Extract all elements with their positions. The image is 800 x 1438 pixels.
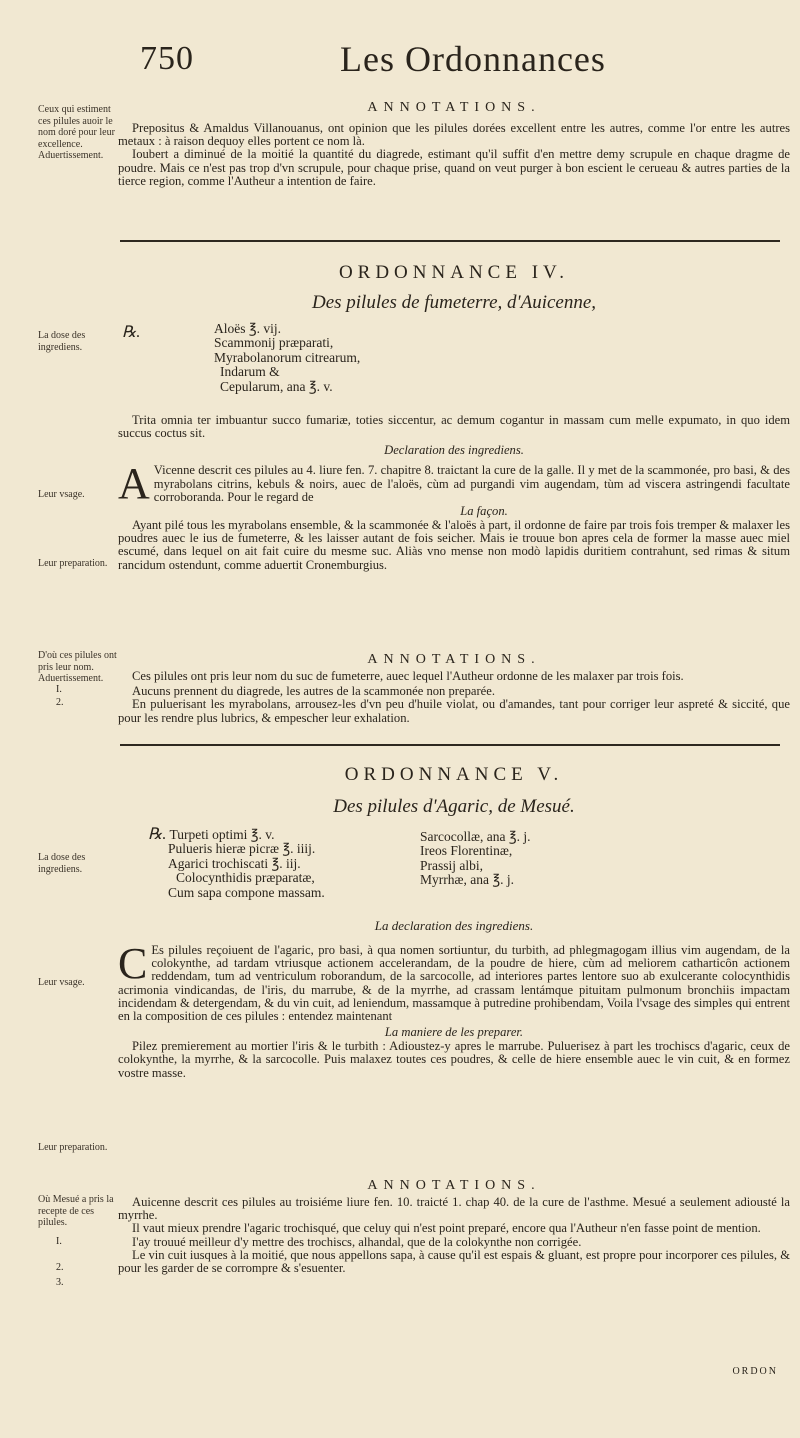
running-title: Les Ordonnances [340,39,606,79]
margin-number: 3. [56,1277,64,1288]
latin-formula: Trita omnia ter imbuantur succo fumariæ, toties siccentur, ac demum cogantur in massam cum melle expumato, in quo idem succus coctus sit. [118,413,790,441]
paragraph: Ioubert a diminué de la moitié la quantité du diagrede, estimant qu'il suffit d'en mettre demy scrupule en chaque dragme de poudre. Mais ce n'est pas trop d'vn scrupule, pour chaque prise, quand on veut purger à bon escient le cerueau & autres parties de la tierce region, comme l'Autheur a intention de faire. [118,147,790,188]
page-header [140,40,780,80]
ordonnance-5 [118,764,790,1080]
paragraph: I'ay trouué meilleur d'y mettre des trochiscs, alhandal, que de la colokynthe non corrigée. [132,1234,582,1249]
ordonnance-title: ORDONNANCE IV. [338,262,570,283]
ingredient-text: Turpeti optimi ℥. v. [169,827,275,842]
facon-heading: La façon. [460,504,508,519]
divider-rule [120,240,780,242]
declaration-heading: Declaration des ingrediens. [384,443,524,458]
section-heading: ANNOTATIONS. [367,100,541,115]
margin-note-text: Aduertissement. [38,673,104,684]
paragraph: Auicenne descrit ces pilules au troisiéme liure fen. 10. traicté 1. chap 40. de la cure de l'asthme. Mesué a seulement adiousté la myrrhe. [118,1195,790,1223]
margin-note-text: D'où ces pilules ont pris leur nom. [38,650,117,673]
ingredient [148,828,325,842]
margin-number: 2. [56,697,64,708]
ingredient: Ireos Florentinæ, [420,843,513,859]
margin-note-dose: La dose des ingrediens. [38,852,86,875]
preparation-heading: La maniere de les preparer. [384,1025,524,1040]
margin-note-usage: Leur vsage. [38,977,85,988]
catchword: ORDON [732,1366,778,1377]
drop-cap: A [118,459,150,509]
annotations-section-1 [118,100,790,188]
margin-note-name [38,650,120,685]
recipe-symbol: ℞. [122,324,141,341]
ingredient: Prassij albi, [420,857,483,873]
ingredient: Indarum & [220,364,280,380]
preparation-text: Pilez premierement au mortier l'iris & le turbith : Adioustez-y apres le marrube. Puluerisez à part les trochiscs d'agaric, ceux de colokynthe, la myrrhe, & la sarcocolle. Puis malaxez toutes ces poudres, & celle de hiere ensemble auec le vin cuit, & en formez vostre masse. [118,1039,790,1080]
margin-note-usage: Leur vsage. [38,489,85,500]
ingredient: Sarcocollæ, ana ℥. j. [420,829,531,844]
margin-note-name-origin [38,104,120,162]
declaration-body: Es pilules reçoiuent de l'agaric, pro basi, à qua nomen sortiuntur, du turbith, ad phlegmagogam illius vim augendam, de la colokynthe, ad tardam vtriusque actionem accelerandam, de la poudre de hiere, cùm ad meliorem catharticôn actionem reddendam, tum ad ventriculum roborandum, de la sarcocolle, ad interiores partes lentore suo ab exulcerante colocynthidis acrimonia vindicandas, de l'iris, du marrube, & de la myrrhe, ad crassam lentámque pituitam pulmonum bronchiis impactam incidendam & detergendam, & du vin cuit, ad leniendum, massamque à putredine prohibendam, Voila l'vsage des simples qui entrent en la composition de ces pilules : entendez maintenant [118,943,790,1024]
page-number: 750 [140,40,194,77]
drop-cap: C [118,939,148,988]
declaration-text [118,939,790,1024]
ordonnance-subtitle: Des pilules de fumeterre, d'Auicenne, [311,292,597,313]
ingredient-column-left [148,828,325,900]
margin-note-text: Ceux qui estiment ces pilules auoir le nom doré pour leur excellence. [38,104,115,150]
section-heading: ANNOTATIONS. [367,652,541,667]
declaration-heading: La declaration des ingrediens. [374,918,534,933]
paragraph: Aucuns prennent du diagrede, les autres de la scammonée non preparée. [132,684,495,699]
ingredient: Agarici trochiscati ℥. iij. [168,855,301,871]
margin-number: I. [56,684,62,695]
paragraph: Prepositus & Amaldus Villanouanus, ont opinion que les pilules dorées excellent entre les autres, comme l'or entre les autres metaux : à raison dequoy elles portent ce nom là. [118,121,790,149]
margin-number: I. [56,1236,62,1247]
margin-number: 2. [56,1262,64,1273]
declaration-body: Vicenne descrit ces pilules au 4. liure fen. 7. chapitre 8. traictant la cure de la galle. Il y met de la scammonée, pro basi, & des myrabolans citrins, kebuls & noirs, auec de l'aloës, cùm ad purgandi vim augendam, tùm ad viscera astringendi facultate corroboranda. Pour le regard de [153,463,790,504]
paragraph: Il vaut mieux prendre l'agaric trochisqué, que celuy qui n'est point preparé, encore qua l'Autheur n'en fasse point de mention. [132,1221,761,1236]
ordonnance-4 [118,262,790,572]
margin-note-source: Où Mesué a pris la recepte de ces pilules. [38,1194,114,1228]
ingredients [214,322,360,394]
ingredient: Scammonij præparati, [214,335,334,351]
facon-text: Ayant pilé tous les myrabolans ensemble, & la scammonée & l'aloës à part, il ordonne de faire par trois fois tremper & malaxer les poudres auec le ius de fumeterre, & les laisser autant de fois seicher. Mais ie trouue bon apres cela de former la masse auec miel escumé, dans lequel on ait fait cuire du mesme suc. Aliàs vno mense non modò lapidis duritiem contrahunt, sed rimas & situm rancidum ostendunt, comme aduertit Cronemburgius. [118,518,790,572]
ingredient: Myrrhæ, ana ℥. j. [420,872,515,888]
annotations-section-2 [118,652,790,725]
recipe-symbol: ℞. [148,826,167,843]
divider-rule [120,744,780,746]
ingredient: Aloës ℥. vij. [214,321,282,336]
ingredient: Myrabolanorum citrearum, [214,349,361,365]
declaration-text [118,459,790,509]
ingredient: Colocynthidis præparatæ, [176,870,315,886]
ordonnance-title: ORDONNANCE V. [344,764,564,785]
ingredient-columns [118,828,790,914]
paragraph: En puluerisant les myrabolans, arrousez-les d'vn peu d'huile violat, ou d'amandes, tant pour corriger leur aspreté & siccité, que pour les rendre plus lubrics, & empescher leur exhalation. [118,697,790,725]
section-heading: ANNOTATIONS. [367,1178,541,1193]
margin-note-preparation: Leur preparation. [38,1142,108,1153]
ingredient: Cepularum, ana ℥. v. [220,378,333,394]
ordonnance-subtitle: Des pilules d'Agaric, de Mesué. [333,796,575,817]
ingredient: Cum sapa compone massam. [168,884,325,900]
ingredient-list [118,322,790,414]
annotations-section-3 [118,1178,790,1275]
paragraph: Ces pilules ont pris leur nom du suc de fumeterre, auec lequel l'Autheur ordonne de les malaxer par trois fois. [132,669,684,683]
ingredient: Pulueris hieræ picræ ℥. iiij. [168,841,316,857]
margin-note-dose: La dose des ingrediens. [38,330,86,353]
paragraph: Le vin cuit iusques à la moitié, que nous appellons sapa, à cause qu'il est espais & gluant, est propre pour incorporer ces pilules, & pour les garder de se corrompre & s'esuenter. [118,1247,790,1276]
margin-note-preparation: Leur preparation. [38,558,108,569]
margin-note-text: Aduertissement. [38,150,104,161]
ingredient-column-right [420,830,531,888]
